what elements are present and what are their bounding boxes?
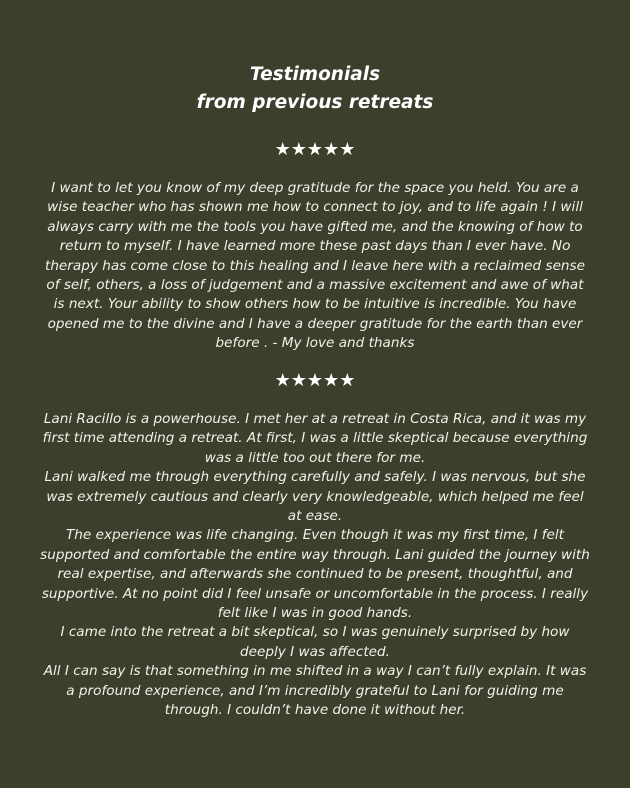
testimonial-2-paragraph-4: I came into the retreat a bit skeptical, so I was genuinely surprised by how deeply I was affected. bbox=[60, 624, 570, 660]
testimonial-2 bbox=[40, 410, 590, 721]
star-rating-2: ★★★★★ bbox=[274, 370, 356, 391]
testimonial-2-paragraph-2: Lani walked me through everything carefully and safely. I was nervous, but she was extremely cautious and clearly very knowledgeable, which helped me feel at ease. bbox=[44, 469, 586, 525]
testimonial-1-text: I want to let you know of my deep gratitude for the space you held. You are a wise teacher who has shown me how to connect to joy, and to life again ! I will always carry with me the tools you have gifted me, and the knowing of how to return to myself. I have learned more these past days than I ever have. No therapy has come close to this healing and I leave here with a reclaimed sense of self, others, a loss of judgement and a massive excitement and awe of what is next. Your ability to show others how to be intuitive is incredible. You have opened me to the divine and I have a deeper gratitude for the earth than ever before . - My love and thanks bbox=[44, 180, 585, 352]
testimonial-2-paragraph-3: The experience was life changing. Even though it was my first time, I felt supported and comfortable the entire way through. Lani guided the journey with real expertise, and afterwards she continued to be present, thoughtful, and supportive. At no point did I feel unsafe or uncomfortable in the process. I really felt like I was in good hands. bbox=[40, 527, 590, 622]
title-line-2: from previous retreats bbox=[196, 92, 434, 113]
testimonial-2-paragraph-1: Lani Racillo is a powerhouse. I met her at a retreat in Costa Rica, and it was my first time attending a retreat. At first, I was a little skeptical because everything was a little too out there for me. bbox=[42, 411, 588, 466]
testimonial-2-paragraph-5: All I can say is that something in me shifted in a way I can’t fully explain. It was a profound experience, and I’m incredibly grateful to Lani for guiding me through. I couldn’t have done it without her. bbox=[43, 663, 587, 719]
title-line-1: Testimonials bbox=[249, 64, 381, 85]
star-rating-1: ★★★★★ bbox=[274, 139, 356, 160]
testimonial-1 bbox=[40, 179, 590, 354]
page-title bbox=[0, 61, 630, 117]
